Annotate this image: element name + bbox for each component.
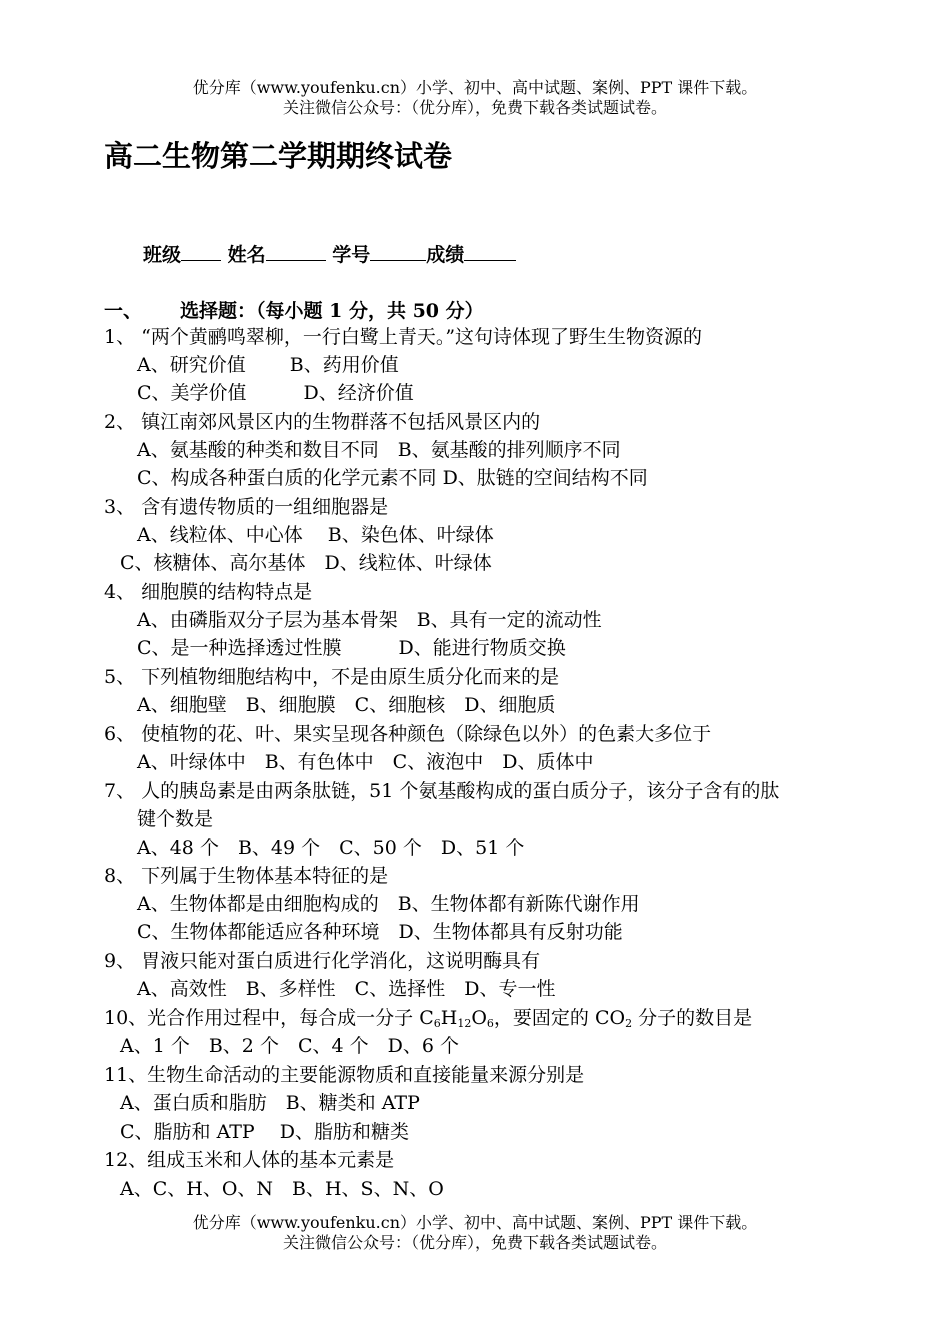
question-6: 6、 使植物的花、叶、果实呈现各种颜色（除绿色以外）的色素大多位于 xyxy=(104,723,712,745)
header-line-1: 优分库（www.youfenku.cn）小学、初中、高中试题、案例、PPT 课件下载。 xyxy=(192,78,758,97)
question-3: 3、 含有遗传物质的一组细胞器是 xyxy=(104,496,389,518)
class-label: 班级 xyxy=(143,244,182,266)
question-3-options-ab: A、线粒体、中心体 B、染色体、叶绿体 xyxy=(137,524,494,546)
question-1-options-cd: C、美学价值 D、经济价值 xyxy=(137,382,414,404)
class-blank[interactable] xyxy=(181,242,221,261)
score-blank[interactable] xyxy=(464,242,516,261)
question-12: 12、组成玉米和人体的基本元素是 xyxy=(104,1149,395,1171)
number-label: 学号 xyxy=(332,244,371,266)
question-6-options: A、叶绿体中 B、有色体中 C、液泡中 D、质体中 xyxy=(137,751,594,773)
question-4: 4、 细胞膜的结构特点是 xyxy=(104,581,313,603)
footer-line-2: 关注微信公众号：（优分库），免费下载各类试题试卷。 xyxy=(282,1233,667,1252)
score-label: 成绩 xyxy=(426,244,465,266)
name-label: 姓名 xyxy=(227,244,266,266)
question-2-options-ab: A、氨基酸的种类和数目不同 B、氨基酸的排列顺序不同 xyxy=(137,439,621,461)
question-10: 10、光合作用过程中，每合成一分子 $C_6H_{12}O_6$，要固定的 $CO_2$ 分子的数目是 xyxy=(104,1007,753,1030)
question-4-options-ab: A、由磷脂双分子层为基本骨架 B、具有一定的流动性 xyxy=(137,609,602,631)
question-3-options-cd: C、核糖体、高尔基体 D、线粒体、叶绿体 xyxy=(120,552,492,574)
question-10-options: A、1 个 B、2 个 C、4 个 D、6 个 xyxy=(120,1035,459,1057)
header-line-2: 关注微信公众号：（优分库），免费下载各类试题试卷。 xyxy=(282,98,667,117)
question-5: 5、 下列植物细胞结构中，不是由原生质分化而来的是 xyxy=(104,666,560,688)
page-title: 高二生物第二学期期终试卷 xyxy=(104,139,453,173)
question-8: 8、 下列属于生物体基本特征的是 xyxy=(104,865,389,887)
section-number: 一、 xyxy=(104,300,143,322)
question-7-options: A、48 个 B、49 个 C、50 个 D、51 个 xyxy=(137,837,525,859)
student-info xyxy=(143,240,516,267)
number-blank[interactable] xyxy=(370,242,426,261)
question-7: 7、 人的胰岛素是由两条肽链，51 个氨基酸构成的蛋白质分子，该分子含有的肽 xyxy=(104,780,780,802)
footer-line-1: 优分库（www.youfenku.cn）小学、初中、高中试题、案例、PPT 课件下载。 xyxy=(192,1213,758,1232)
question-5-options: A、细胞壁 B、细胞膜 C、细胞核 D、细胞质 xyxy=(137,694,556,716)
question-2: 2、 镇江南郊风景区内的生物群落不包括风景区内的 xyxy=(104,411,541,433)
question-2-options-cd: C、构成各种蛋白质的化学元素不同 D、肽链的空间结构不同 xyxy=(137,467,648,489)
question-8-options-ab: A、生物体都是由细胞构成的 B、生物体都有新陈代谢作用 xyxy=(137,893,640,915)
name-blank[interactable] xyxy=(266,242,326,261)
question-12-options-ab: A、C、H、O、N B、H、S、N、O xyxy=(120,1178,444,1200)
question-8-options-cd: C、生物体都能适应各种环境 D、生物体都具有反射功能 xyxy=(137,921,623,943)
question-1-options-ab: A、研究价值 B、药用价值 xyxy=(137,354,399,376)
question-11: 11、生物生命活动的主要能源物质和直接能量来源分别是 xyxy=(104,1064,585,1086)
question-1: 1、 “两个黄鹂鸣翠柳，一行白鹭上青天。”这句诗体现了野生生物资源的 xyxy=(104,326,703,348)
question-9: 9、 胃液只能对蛋白质进行化学消化，这说明酶具有 xyxy=(104,950,541,972)
question-4-options-cd: C、是一种选择透过性膜 D、能进行物质交换 xyxy=(137,637,566,659)
section-heading xyxy=(104,296,484,323)
question-11-options-ab: A、蛋白质和脂肪 B、糖类和 ATP xyxy=(120,1092,420,1114)
question-9-options: A、高效性 B、多样性 C、选择性 D、专一性 xyxy=(137,978,556,1000)
question-11-options-cd: C、脂肪和 ATP D、脂肪和糖类 xyxy=(120,1121,409,1143)
question-7-continued: 键个数是 xyxy=(137,808,214,830)
section-text: 选择题：（每小题 1 分，共 50 分） xyxy=(180,300,484,322)
